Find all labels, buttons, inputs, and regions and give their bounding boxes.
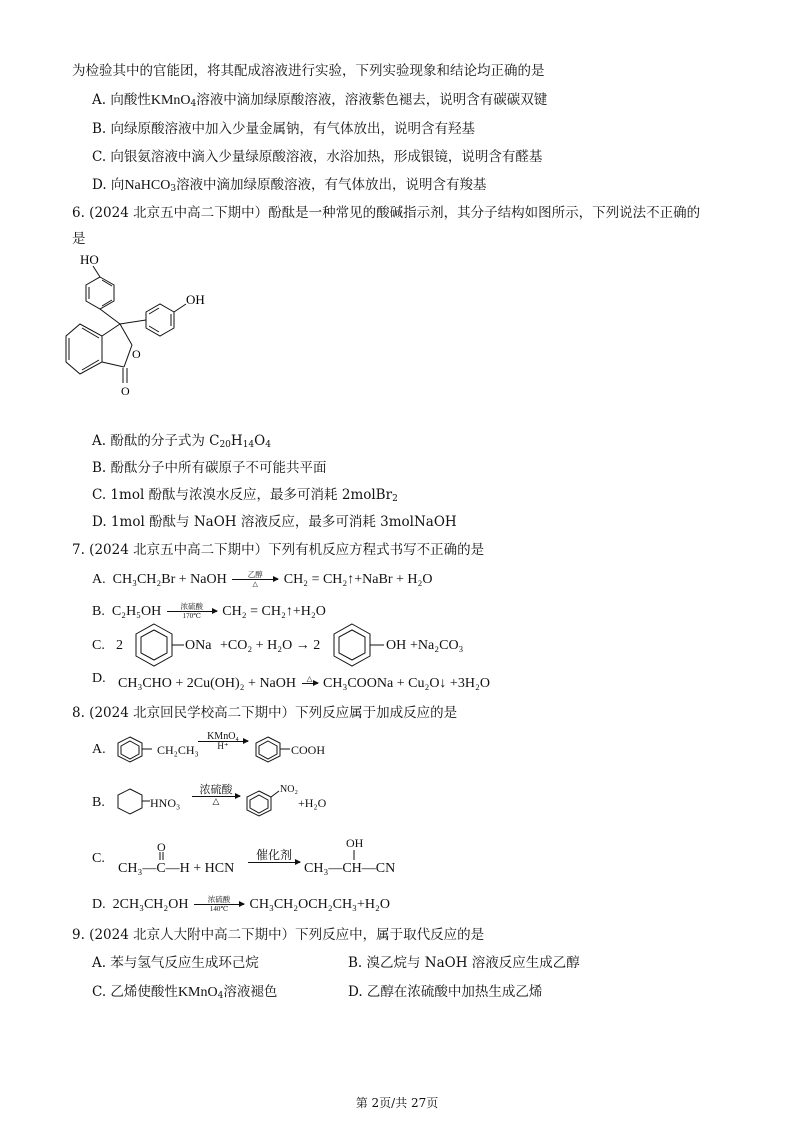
q8-option-d: D. 2CH₃CH₂OH 浓硫酸 140℃ CH₃CH₂OCH₂CH₃+H₂O [92, 895, 390, 914]
q6-option-b: B. 酚酞分子中所有碳原子不可能共平面 [92, 460, 327, 476]
reaction-arrow: 浓硫酸 140℃ [194, 896, 244, 913]
q7-option-d-label: D. [92, 671, 106, 686]
q8-option-a-substituent: CH₂CH₃ [157, 743, 199, 757]
structure-carbonyl-oxygen: O [121, 384, 130, 398]
reaction-arrow: KMnO₄ H⁺ [196, 733, 250, 751]
q9-option-c: C. 乙烯使酸性KMnO$_4$溶液褪色 [92, 984, 278, 1001]
benzene-ring-icon [114, 734, 154, 766]
q7-option-c-coef: 2 [116, 638, 123, 653]
q7-option-b: B. C₂H₅OH 浓硫酸 170℃ CH₂ = CH₂↑+H₂O [92, 602, 326, 621]
reaction-arrow: 乙醇 △ [232, 571, 278, 588]
q7-option-c-end: +Na₂CO₃ [410, 638, 464, 653]
q7-stem: 7. (2024 北京五中高二下期中）下列有机反应方程式书写不正确的是 [72, 542, 485, 558]
q5-option-b: B. 向绿原酸溶液中加入少量金属钠，有气体放出，说明含有羟基 [92, 121, 476, 137]
q6-stem-line2: 是 [72, 231, 86, 247]
q8-option-b-label: B. [92, 795, 105, 810]
reaction-arrow: △ [302, 675, 318, 692]
q8-stem: 8. (2024 北京回民学校高二下期中）下列反应属于加成反应的是 [72, 705, 458, 721]
q7-option-c-label: C. [92, 638, 105, 653]
q7-option-c-oh: OH [386, 638, 407, 653]
q8-option-b-end: +H₂O [298, 796, 327, 810]
cyclohexane-ring-icon [114, 786, 154, 818]
structure-oh-label: OH [186, 292, 205, 307]
q8-option-a-product: COOH [291, 743, 326, 757]
q5-option-c: C. 向银氨溶液中滴入少量绿原酸溶液，水浴加热，形成银镜，说明含有醛基 [92, 149, 543, 165]
q6-option-a: A. 酚酞的分子式为 $C_{20}H_{14}O_4$ [92, 433, 271, 450]
structure-ho-label: HO [80, 252, 99, 267]
q6-option-c: C. 1mol 酚酞与浓溴水反应，最多可消耗 2molBr$_2$ [92, 487, 398, 504]
benzene-ring-icon [252, 734, 292, 766]
page-footer: 第 2页/共 27页 [355, 1096, 439, 1110]
q5-option-a: A. 向酸性KMnO$_4$溶液中滴加绿原酸溶液，溶液紫色褪去，说明含有碳碳双键 [92, 92, 548, 109]
structure-ring-oxygen: O [132, 347, 141, 361]
q8-option-a-label: A. [92, 742, 106, 757]
q8-option-c-oh: OH [346, 836, 364, 850]
q9-option-b: B. 溴乙烷与 NaOH 溶液反应生成乙醇 [348, 955, 580, 971]
q8-option-b-substituent: HNO₃ [150, 796, 181, 810]
q6-option-d: D. 1mol 酚酞与 NaOH 溶液反应，最多可消耗 3molNaOH [92, 514, 457, 530]
q6-stem-line1: 6. (2024 北京五中高二下期中）酚酞是一种常见的酸碱指示剂，其分子结构如图所示，下列说法不正确的 [72, 205, 701, 221]
reaction-arrow: 浓硫酸 170℃ [167, 603, 217, 620]
q8-option-c-label: C. [92, 851, 105, 866]
q8-option-c-right: CH₃—CH—CN [304, 861, 396, 876]
q8-option-c-oxygen: O [157, 840, 166, 854]
q7-option-c-ona: ONa [185, 638, 212, 653]
q7-option-d: CH₃CHO + 2Cu(OH)₂ + NaOH △ CH₃COONa + Cu₂O↓ +3H₂O [118, 674, 490, 691]
q9-option-a: A. 苯与氢气反应生成环己烷 [92, 955, 259, 971]
q5-option-d: D. 向NaHCO$_3$溶液中滴加绿原酸溶液，有气体放出，说明含有羧基 [92, 177, 487, 194]
q7-option-c-middle: +CO₂ + H₂O → 2 [220, 638, 321, 653]
q9-option-d: D. 乙醇在浓硫酸中加热生成乙烯 [348, 984, 543, 1000]
q9-stem: 9. (2024 北京人大附中高二下期中）下列反应中，属于取代反应的是 [72, 927, 485, 943]
q7-option-a: A. CH₃CH₂Br + NaOH 乙醇 △ CH₂ = CH₂↑+NaBr + H₂O [92, 570, 433, 589]
q5-stem: 为检验其中的官能团，将其配成溶液进行实验，下列实验现象和结论均正确的是 [72, 63, 545, 79]
reaction-arrow: 浓硫酸 △ [190, 784, 242, 805]
phenolphthalein-structure [60, 250, 220, 400]
q8-option-b-nitro: NO₂ [280, 784, 298, 795]
reaction-arrow: 催化剂 [246, 849, 302, 871]
q8-option-c-left: CH₃—C—H + HCN [118, 861, 235, 876]
